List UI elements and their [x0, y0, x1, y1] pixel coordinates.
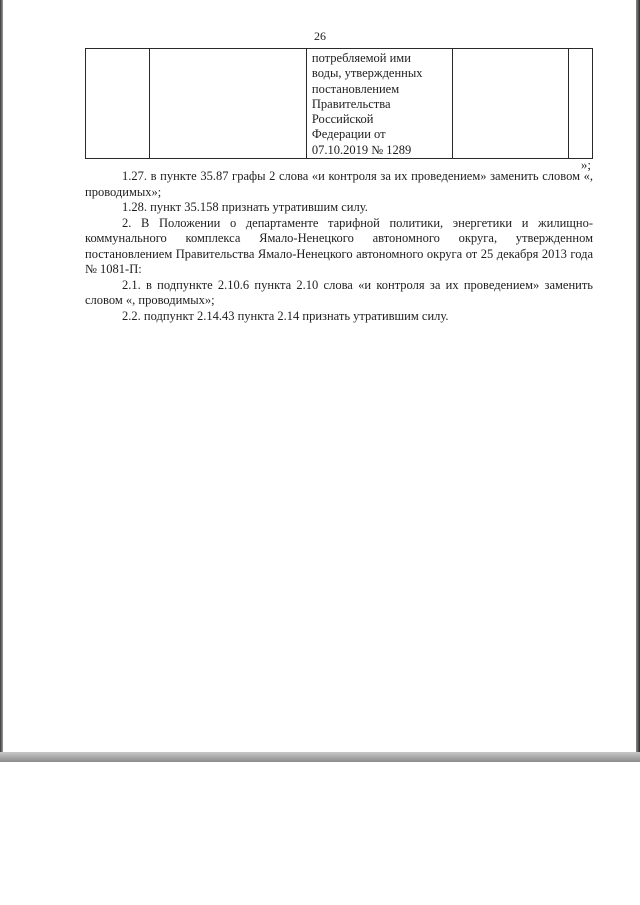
- paragraph-1-27: 1.27. в пункте 35.87 графы 2 слова «и контроля за их проведением» заменить словом «, проводимых»;: [85, 169, 593, 199]
- table-cell-empty: [86, 49, 150, 159]
- document-body: [85, 169, 593, 324]
- table-row: [86, 49, 593, 159]
- cell-line: потребляемой ими: [311, 51, 411, 65]
- continued-table: [85, 48, 593, 159]
- cell-line: Правительства: [311, 96, 391, 111]
- paragraph-1-28: 1.28. пункт 35.158 признать утратившим силу.: [122, 200, 368, 214]
- scan-right-edge: [636, 0, 640, 762]
- paragraph-2-1: 2.1. в подпункте 2.10.6 пункта 2.10 слова «и контроля за их проведением» заменить словом «, проводимых»;: [85, 277, 593, 307]
- table-cell-empty: [569, 49, 593, 159]
- table-cell-empty: [149, 49, 306, 159]
- closing-quote: »;: [580, 157, 591, 172]
- table-cell-text: [306, 49, 452, 159]
- paragraph-2-2: 2.2. подпункт 2.14.43 пункта 2.14 признать утратившим силу.: [122, 308, 449, 323]
- paragraph-2: 2. В Положении о департаменте тарифной политики, энергетики и жилищно-коммунального комплекса Ямало-Ненецкого автономного округа, утвержденном постановлением Правительства Ямало-Ненецкого автономного округа от 25 декабря 2013 года № 1081-П:: [85, 215, 593, 276]
- scan-bottom-edge: [0, 752, 640, 762]
- scan-left-edge: [0, 0, 3, 762]
- cell-line: постановлением: [311, 81, 400, 96]
- page-number: 26: [314, 29, 326, 43]
- table-cell-empty: [453, 49, 569, 159]
- cell-line: воды, утвержденных: [311, 66, 423, 81]
- cell-line: Федерации от: [311, 127, 386, 142]
- cell-line: Российской: [311, 112, 374, 127]
- cell-line: 07.10.2019 № 1289: [311, 142, 412, 157]
